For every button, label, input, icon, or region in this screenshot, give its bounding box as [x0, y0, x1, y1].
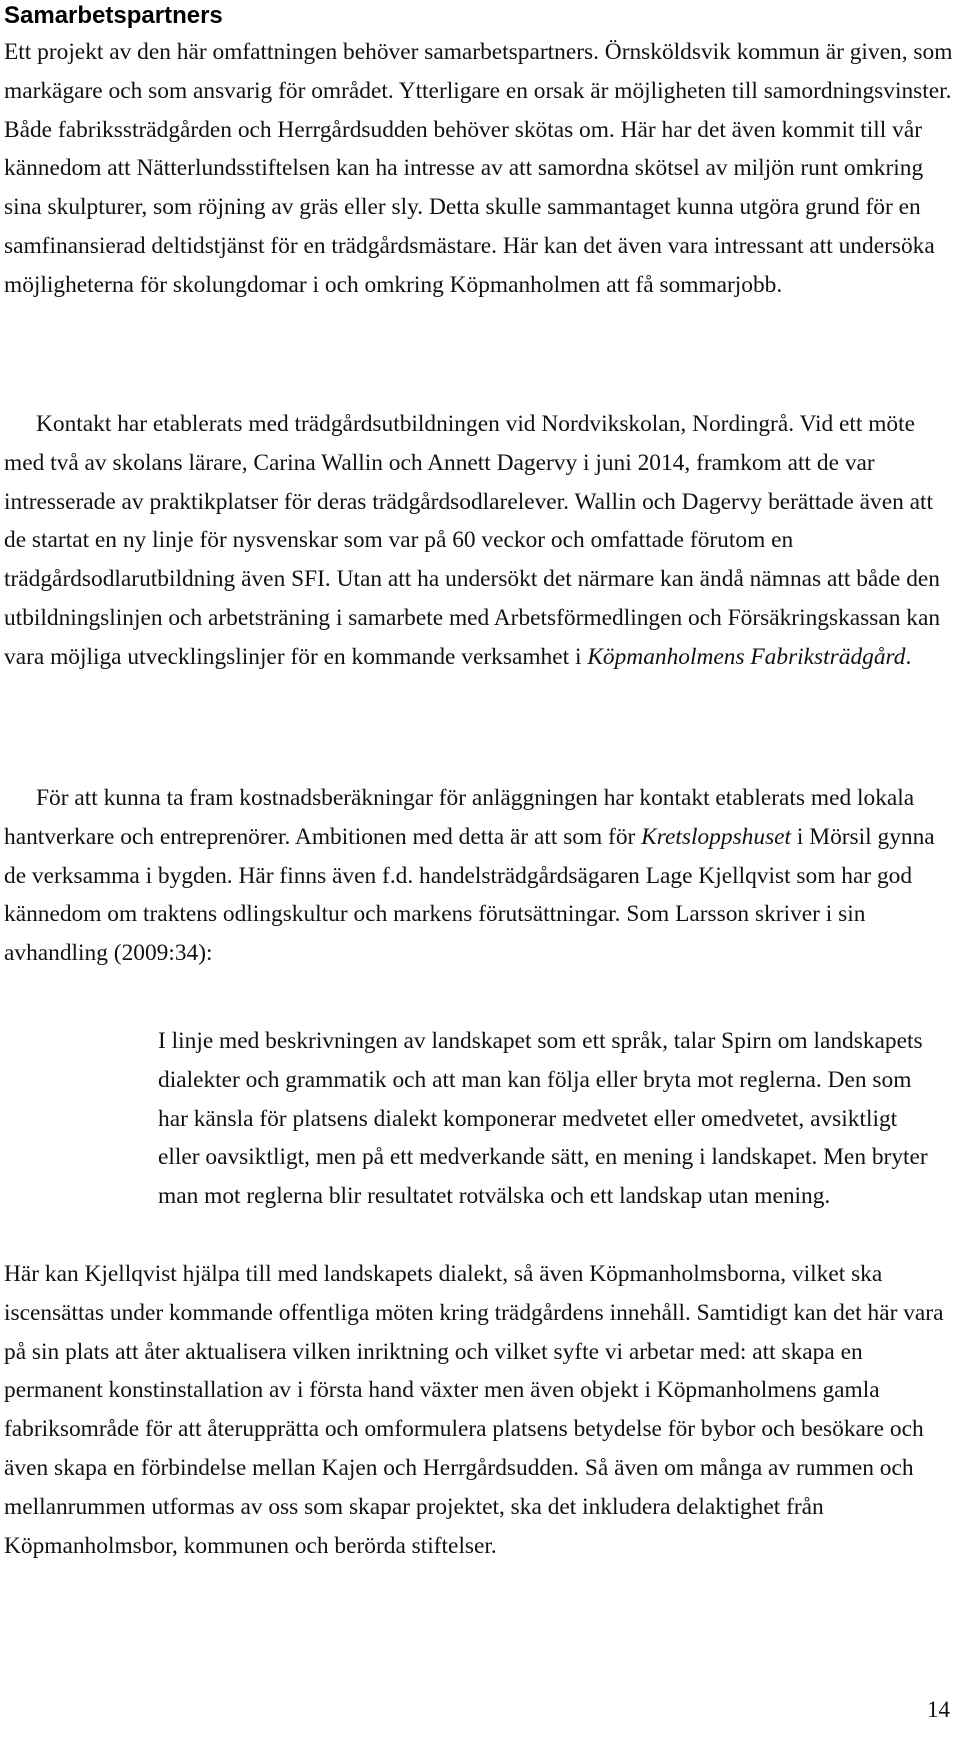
paragraph-education [4, 405, 956, 677]
garden-name-italic: Köpmanholmens Fabriksträdgård [587, 643, 906, 670]
paragraph-costs [4, 779, 956, 973]
page-number: 14 [927, 1697, 950, 1722]
paragraph-dialect: Här kan Kjellqvist hjälpa till med landskapets dialekt, så även Köpmanholmsborna, vilket ska iscensättas under kommande offentliga möten kring trädgårdens innehåll. Samtidigt kan det här vara på sin plats att åter aktualisera vilken inriktning och vilket syfte vi arbetar med: att skapa en permanent konstinstallation av i första hand växter men även objekt i Köpmanholmens gamla fabriksområde för att återupprätta och omformulera platsens betydelse för bybor och besökare och även skapa en förbindelse mellan Kajen och Herrgårdsudden. Så även om många av rummen och mellanrummen utformas av oss som skapar projektet, ska det inkludera delaktighet från Köpmanholmsbor, kommunen och berörda stiftelser. [4, 1261, 944, 1559]
paragraph-costs-start: För att kunna ta fram kostnadsberäkningar för anläggningen har kontakt etablerats med lokala hantverkare och entreprenörer. Ambitionen med detta är att som för [4, 785, 915, 850]
paragraph-costs-end: i Mörsil gynna de verksamma i bygden. Här finns även f.d. handelsträdgårdsägaren Lage Kjellqvist som har god kännedom om traktens odlingskultur och markens förutsättningar. Som Larsson skriver i sin avhandling (2009:34): [4, 823, 935, 967]
paragraph-education-text: Kontakt har etablerats med trädgårdsutbildningen vid Nordvikskolan, Nordingrå. Vid ett möte med två av skolans lärare, Carina Wallin och Annett Dagervy i juni 2014, framkom att de var intresserade av praktikplatser för deras trädgårdsodlarelever. Wallin och Dagervy berättade även att de startat en ny linje för nysvenskar som var på 60 veckor och omfattade förutom en trädgårdsodlarutbildning även SFI. Utan att ha undersökt det närmare kan ändå nämnas att både den utbildningslinjen och arbetsträning i samarbete med Arbetsförmedlingen och Försäkringskassan kan vara möjliga utvecklingslinjer för en kommande verksamhet i [4, 411, 941, 670]
block-quote: I linje med beskrivningen av landskapet som ett språk, talar Spirn om landskapets dialekter och grammatik och att man kan följa eller bryta mot reglerna. Den som har känsla för platsens dialekt komponerar medvetet eller omedvetet, avsiktligt eller oavsiktligt, men på ett medverkande sätt, en mening i landskapet. Men bryter man mot reglerna blir resultatet rotvälska och ett landskap utan mening. [158, 1028, 928, 1210]
paragraph-partners: Ett projekt av den här omfattningen behöver samarbetspartners. Örnsköldsvik kommun är given, som markägare och som ansvarig för området. Ytterligare en orsak är möjligheten till samordningsvinster. Både fabrikssträdgården och Herrgårdsudden behöver skötas om. Här har det även kommit till vår kännedom att Nätterlundsstiftelsen kan ha intresse av att samordna skötsel av miljön runt omkring sina skulpturer, som röjning av gräs eller sly. Detta skulle sammantaget kunna utgöra grund för en samfinansierad deltidstjänst för en trädgårdsmästare. Här kan det även vara intressant att undersöka möjligheterna för skolungdomar i och omkring Köpmanholmen att få sommarjobb. [4, 39, 953, 298]
section-heading: Samarbetspartners [4, 2, 223, 29]
paragraph-education-end: . [905, 643, 912, 670]
kretsloppshuset-italic: Kretsloppshuset [641, 823, 792, 850]
